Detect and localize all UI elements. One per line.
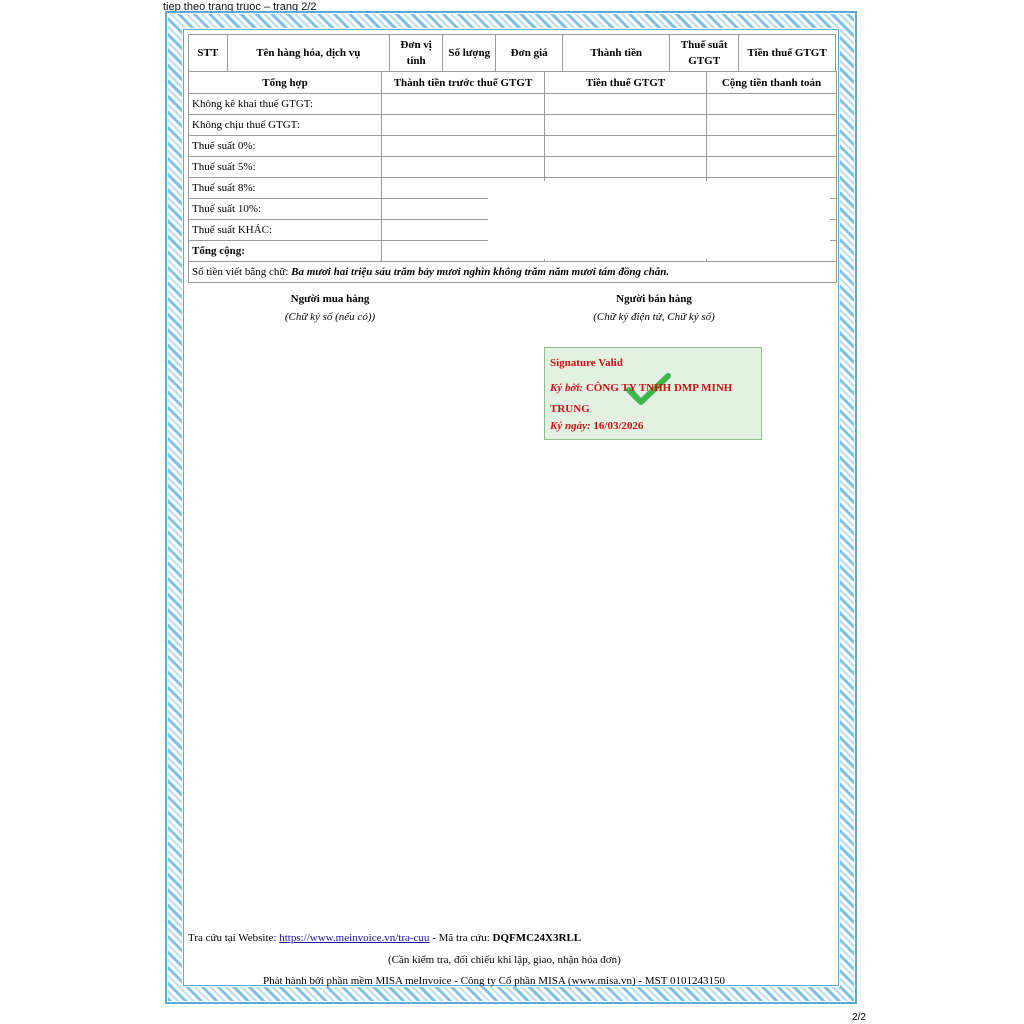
summary-row-label: Thuế suất KHÁC: [189, 220, 382, 241]
signed-date: Ký ngày: 16/03/2026 [550, 420, 644, 432]
lookup-prefix: Tra cứu tại Website: [188, 932, 277, 944]
summary-row [189, 94, 837, 115]
summary-col-tax: Tiền thuế GTGT [545, 72, 707, 94]
summary-row [189, 115, 837, 136]
summary-col-total: Cộng tiền thanh toán [707, 72, 837, 94]
lookup-link[interactable]: https://www.meinvoice.vn/tra-cuu [279, 932, 430, 944]
redacted-area [488, 181, 830, 259]
col-price: Đơn giá [496, 35, 563, 72]
amount-in-words: Ba mươi hai triệu sáu trăm bảy mươi nghìn không trăm năm mươi tám đồng chẵn. [291, 266, 670, 278]
seller-note: (Chữ ký điện tử, Chữ ký số) [593, 311, 715, 323]
summary-row-label: Thuế suất 5%: [189, 157, 382, 178]
summary-total-label: Tổng cộng: [189, 241, 382, 262]
col-qty: Số lượng [443, 35, 496, 72]
col-amount: Thành tiền [563, 35, 670, 72]
continuation-note: tiep theo trang truoc – trang 2/2 [163, 1, 317, 13]
amount-in-words-label: Số tiền viết bằng chữ: [192, 266, 289, 278]
page-number: 2/2 [852, 1012, 866, 1023]
col-stt: STT [189, 35, 228, 72]
summary-row [189, 136, 837, 157]
amount-in-words-row [189, 262, 837, 283]
summary-row-label: Không kê khai thuế GTGT: [189, 94, 382, 115]
signature-status: Signature Valid [550, 357, 623, 369]
col-vat-amount: Tiền thuế GTGT [739, 35, 836, 72]
summary-header-row [189, 72, 837, 94]
publisher-line: Phát hành bởi phần mềm MISA meInvoice - Công ty Cổ phần MISA (www.misa.vn) - MST 0101243150 [263, 975, 725, 987]
summary-row [189, 157, 837, 178]
buyer-role: Người mua hàng [290, 293, 370, 305]
summary-row-label: Thuế suất 0%: [189, 136, 382, 157]
col-name: Tên hàng hóa, dịch vụ [227, 35, 390, 72]
code-label: - Mã tra cứu: [429, 932, 490, 944]
summary-row-label: Thuế suất 8%: [189, 178, 382, 199]
lookup-code: DQFMC24X3RLL [492, 932, 582, 944]
buyer-note: (Chữ ký số (nếu có)) [284, 311, 376, 323]
lookup-line [188, 932, 581, 944]
seller-role: Người bán hàng [616, 293, 692, 305]
items-header-row [189, 35, 836, 72]
col-vat-rate: Thuế suất GTGT [670, 35, 739, 72]
check-note: (Cần kiểm tra, đối chiếu khi lập, giao, nhận hóa đơn) [388, 954, 621, 966]
summary-col-group: Tổng hợp [189, 72, 382, 94]
signed-by: Ký bởi: CÔNG TY TNHH DMP MINH TRUNG [550, 382, 733, 415]
digital-signature-box[interactable] [544, 347, 762, 440]
items-table [188, 34, 836, 72]
summary-col-pretax: Thành tiền trước thuế GTGT [382, 72, 545, 94]
summary-row-label: Thuế suất 10%: [189, 199, 382, 220]
col-unit: Đơn vị tính [390, 35, 443, 72]
summary-row-label: Không chịu thuế GTGT: [189, 115, 382, 136]
seller-signature-block [504, 293, 804, 323]
buyer-signature-block [180, 293, 480, 323]
